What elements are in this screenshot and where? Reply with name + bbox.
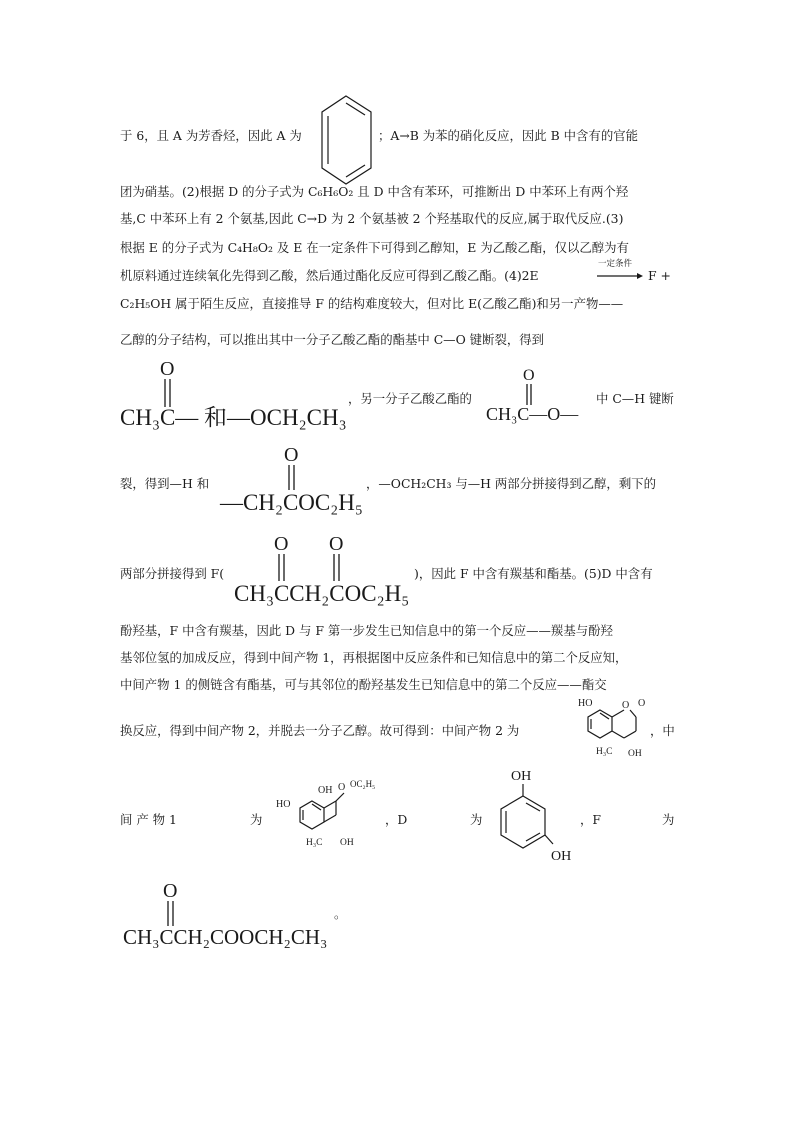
reaction-condition: 一定条件 bbox=[598, 259, 633, 269]
formula2-carbonyl-o: O bbox=[523, 367, 535, 384]
formula-acetoxy bbox=[486, 365, 586, 430]
reaction-arrow bbox=[597, 272, 643, 280]
int2-methyl-label: H₃C bbox=[596, 747, 613, 757]
formula3-carbonyl-o: O bbox=[284, 444, 299, 466]
int1-ho-label: HO bbox=[276, 799, 291, 810]
int1-ethoxy-label: OC₂H₅ bbox=[350, 779, 376, 789]
text-line-8a: ，另一分子乙酸乙酯的 bbox=[348, 391, 472, 406]
formula2-main: CH₃C—O— bbox=[486, 404, 579, 424]
text-line-16-period: 。 bbox=[334, 906, 347, 921]
int1-oh-label-2: OH bbox=[340, 838, 354, 848]
text-line-1a: 于 6，且 A 为芳香烃，因此 A 为 bbox=[120, 128, 302, 143]
text-line-10a: 两部分拼接得到 F( bbox=[120, 566, 225, 581]
formula3-main: —CH₂COC₂H₅ bbox=[220, 490, 363, 515]
text-line-10b: )，因此 F 中含有羰基和酯基。(5)D 中含有 bbox=[414, 566, 653, 581]
d-oh-label-1: OH bbox=[511, 769, 532, 784]
formula-ch2-ester bbox=[220, 444, 365, 516]
text-line-15c: ，D bbox=[385, 812, 408, 827]
text-line-3: 基,C 中苯环上有 2 个氨基,因此 C→D 为 2 个氨基被 2 个羟基取代的反应,属于取代反应.(3) bbox=[120, 211, 624, 226]
text-line-15a: 间 产 物 1 bbox=[120, 812, 177, 827]
text-line-2: 团为硝基。(2)根据 D 的分子式为 C₆H₆O₂ 且 D 中含有苯环，可推断出 D 中苯环上有两个羟 bbox=[120, 184, 629, 199]
formula4-carbonyl-o-1: O bbox=[274, 533, 289, 555]
int1-methyl-label: H₃C bbox=[306, 838, 323, 848]
int2-oh-label: OH bbox=[628, 749, 642, 759]
text-line-6: C₂H₅OH 属于陌生反应，直接推导 F 的结构难度较大，但对比 E(乙酸乙酯)和另一产物—— bbox=[120, 296, 624, 311]
text-line-15b: 为 bbox=[250, 812, 263, 827]
formula4-main: CH₃CCH₂COC₂H₅ bbox=[234, 581, 410, 606]
formula1-carbonyl-o: O bbox=[160, 358, 175, 380]
text-line-4: 根据 E 的分子式为 C₄H₈O₂ 及 E 在一定条件下可得到乙醇知，E 为乙酸乙酯，仅以乙醇为有 bbox=[120, 240, 629, 255]
int2-ring-o: O bbox=[622, 700, 630, 711]
intermediate-2-structure bbox=[578, 694, 648, 758]
text-line-15f: 为 bbox=[662, 812, 675, 827]
int2-ho-label: HO bbox=[578, 698, 593, 709]
compound-d-resorcinol-structure bbox=[493, 766, 578, 866]
formula-f-ethyl-acetoacetate bbox=[234, 533, 414, 608]
formula5-carbonyl-o: O bbox=[163, 880, 178, 902]
benzene-ring-structure bbox=[319, 93, 374, 187]
text-line-8b: 中 C—H 键断 bbox=[596, 391, 674, 406]
formula5-main: CH₃CCH₂COOCH₂CH₃ bbox=[123, 925, 328, 949]
formula4-carbonyl-o-2: O bbox=[329, 533, 344, 555]
text-line-5b: F + bbox=[648, 268, 671, 283]
text-line-11: 酚羟基，F 中含有羰基，因此 D 与 F 第一步发生已知信息中的第一个反应——羰基与酚羟 bbox=[120, 623, 613, 638]
text-line-14b: ，中 bbox=[650, 723, 675, 738]
text-line-14a: 换反应，得到中间产物 2，并脱去一分子乙醇。故可得到：中间产物 2 为 bbox=[120, 723, 520, 738]
formula-acetyl-and-ethoxy bbox=[120, 358, 345, 433]
text-line-1b: ；A→B 为苯的硝化反应，因此 B 中含有的官能 bbox=[378, 128, 638, 143]
d-oh-label-2: OH bbox=[551, 849, 572, 864]
formula-f-final bbox=[123, 880, 338, 950]
text-line-13: 中间产物 1 的侧链含有酯基，可与其邻位的酚羟基发生已知信息中的第二个反应——酯交 bbox=[120, 677, 607, 692]
formula1-main: CH₃C— 和—OCH₂CH₃ bbox=[120, 405, 347, 430]
int2-carbonyl-o: O bbox=[638, 698, 646, 709]
text-line-7: 乙醇的分子结构，可以推出其中一分子乙酸乙酯的酯基中 C—O 键断裂，得到 bbox=[120, 332, 545, 347]
text-line-9a: 裂，得到—H 和 bbox=[120, 476, 210, 491]
intermediate-1-structure bbox=[276, 779, 386, 849]
text-line-5a: 机原料通过连续氧化先得到乙酸，然后通过酯化反应可得到乙酸乙酯。(4)2E bbox=[120, 268, 539, 283]
text-line-12: 基邻位氢的加成反应，得到中间产物 1，再根据图中反应条件和已知信息中的第二个反应知， bbox=[120, 650, 628, 665]
text-line-15d: 为 bbox=[470, 812, 483, 827]
text-line-9b: ，—OCH₂CH₃ 与—H 两部分拼接得到乙醇，剩下的 bbox=[366, 476, 656, 491]
text-line-15e: ，F bbox=[580, 812, 601, 827]
int1-carbonyl-o: O bbox=[338, 782, 346, 793]
int1-oh-label-1: OH bbox=[318, 785, 333, 796]
